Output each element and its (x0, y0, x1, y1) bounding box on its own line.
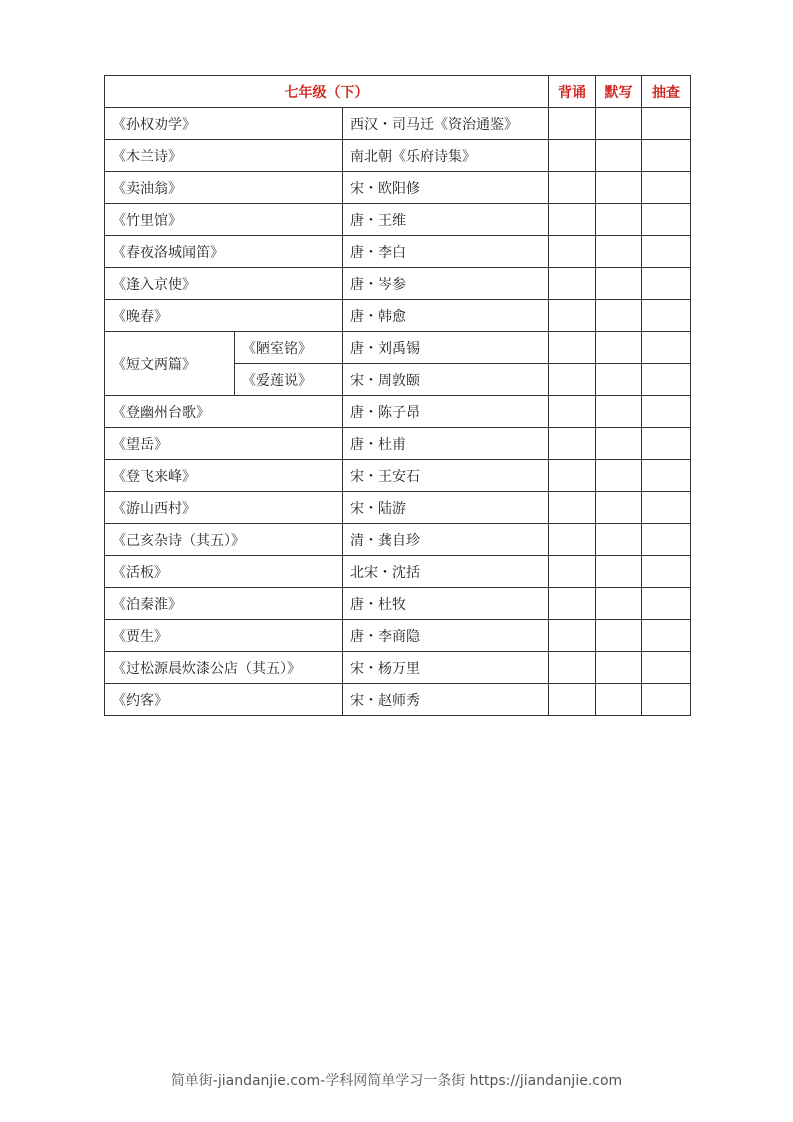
sub-poem-title: 《陋室铭》 (235, 332, 343, 364)
dictation-cell[interactable] (596, 268, 642, 300)
poem-title: 《竹里馆》 (105, 204, 343, 236)
dictation-cell[interactable] (596, 684, 642, 716)
poem-table (104, 75, 691, 716)
sub-poem-title: 《爱莲说》 (235, 364, 343, 396)
poem-author: 宋・杨万里 (343, 652, 549, 684)
poem-author: 宋・欧阳修 (343, 172, 549, 204)
table-row (105, 332, 691, 364)
poem-title: 《春夜洛城闻笛》 (105, 236, 343, 268)
header-row (105, 76, 691, 108)
check-cell[interactable] (642, 140, 691, 172)
poem-title: 《己亥杂诗（其五）》 (105, 524, 343, 556)
footer-watermark: 简单街-jiandanjie.com-学科网简单学习一条街 https://jiandanjie.com (170, 1073, 623, 1089)
poem-title: 《过松源晨炊漆公店（其五）》 (105, 652, 343, 684)
table-row (105, 140, 691, 172)
recite-header: 背诵 (549, 76, 596, 108)
dictation-cell[interactable] (596, 364, 642, 396)
poem-title: 《游山西村》 (105, 492, 343, 524)
table-row (105, 236, 691, 268)
poem-title: 《活板》 (105, 556, 343, 588)
table-row (105, 556, 691, 588)
poem-title: 《登幽州台歌》 (105, 396, 343, 428)
recite-cell[interactable] (549, 428, 596, 460)
table-row (105, 300, 691, 332)
poem-title: 《晚春》 (105, 300, 343, 332)
check-cell[interactable] (642, 204, 691, 236)
recite-cell[interactable] (549, 556, 596, 588)
dictation-cell[interactable] (596, 524, 642, 556)
dictation-cell[interactable] (596, 460, 642, 492)
table-row (105, 108, 691, 140)
check-cell[interactable] (642, 652, 691, 684)
poem-author: 宋・赵师秀 (343, 684, 549, 716)
table-row (105, 460, 691, 492)
table-row (105, 652, 691, 684)
dictation-cell[interactable] (596, 588, 642, 620)
recite-cell[interactable] (549, 332, 596, 364)
recite-cell[interactable] (549, 652, 596, 684)
dictation-cell[interactable] (596, 492, 642, 524)
recite-cell[interactable] (549, 236, 596, 268)
recite-cell[interactable] (549, 396, 596, 428)
poem-title: 《登飞来峰》 (105, 460, 343, 492)
recite-cell[interactable] (549, 588, 596, 620)
table-row (105, 492, 691, 524)
check-cell[interactable] (642, 300, 691, 332)
poem-author: 唐・李白 (343, 236, 549, 268)
dictation-cell[interactable] (596, 204, 642, 236)
recite-cell[interactable] (549, 364, 596, 396)
recite-cell[interactable] (549, 268, 596, 300)
poem-author: 宋・王安石 (343, 460, 549, 492)
poem-author: 清・龚自珍 (343, 524, 549, 556)
dictation-cell[interactable] (596, 332, 642, 364)
dictation-cell[interactable] (596, 652, 642, 684)
check-cell[interactable] (642, 396, 691, 428)
table-row (105, 172, 691, 204)
table-row (105, 684, 691, 716)
check-cell[interactable] (642, 460, 691, 492)
recite-cell[interactable] (549, 204, 596, 236)
check-cell[interactable] (642, 172, 691, 204)
recite-cell[interactable] (549, 140, 596, 172)
recite-cell[interactable] (549, 524, 596, 556)
poem-title: 《约客》 (105, 684, 343, 716)
dictation-cell[interactable] (596, 108, 642, 140)
table-row (105, 396, 691, 428)
group-title: 《短文两篇》 (105, 332, 235, 396)
dictation-cell[interactable] (596, 300, 642, 332)
poem-title: 《木兰诗》 (105, 140, 343, 172)
poem-author: 北宋・沈括 (343, 556, 549, 588)
poem-author: 唐・杜牧 (343, 588, 549, 620)
dictation-cell[interactable] (596, 140, 642, 172)
poem-title: 《贾生》 (105, 620, 343, 652)
poem-author: 唐・杜甫 (343, 428, 549, 460)
poem-title: 《孙权劝学》 (105, 108, 343, 140)
poem-author: 唐・刘禹锡 (343, 332, 549, 364)
dictation-cell[interactable] (596, 428, 642, 460)
check-cell[interactable] (642, 428, 691, 460)
table-row (105, 428, 691, 460)
check-cell[interactable] (642, 556, 691, 588)
poem-title: 《卖油翁》 (105, 172, 343, 204)
recite-cell[interactable] (549, 172, 596, 204)
dictation-header: 默写 (596, 76, 642, 108)
recite-cell[interactable] (549, 620, 596, 652)
dictation-cell[interactable] (596, 236, 642, 268)
poem-author: 唐・李商隐 (343, 620, 549, 652)
check-cell[interactable] (642, 236, 691, 268)
table-row (105, 588, 691, 620)
dictation-cell[interactable] (596, 172, 642, 204)
poem-author: 宋・周敦颐 (343, 364, 549, 396)
dictation-cell[interactable] (596, 396, 642, 428)
poem-author: 西汉・司马迁《资治通鉴》 (343, 108, 549, 140)
poem-author: 唐・韩愈 (343, 300, 549, 332)
check-cell[interactable] (642, 332, 691, 364)
check-cell[interactable] (642, 684, 691, 716)
dictation-cell[interactable] (596, 620, 642, 652)
check-cell[interactable] (642, 524, 691, 556)
poem-title: 《望岳》 (105, 428, 343, 460)
poem-author: 唐・陈子昂 (343, 396, 549, 428)
poem-title: 《泊秦淮》 (105, 588, 343, 620)
table-row (105, 524, 691, 556)
recite-cell[interactable] (549, 492, 596, 524)
poem-title: 《逢入京使》 (105, 268, 343, 300)
table-row (105, 268, 691, 300)
check-cell[interactable] (642, 588, 691, 620)
check-cell[interactable] (642, 492, 691, 524)
grade-header: 七年级（下） (105, 76, 549, 108)
poem-author: 宋・陆游 (343, 492, 549, 524)
check-cell[interactable] (642, 364, 691, 396)
recite-cell[interactable] (549, 684, 596, 716)
poem-author: 唐・岑参 (343, 268, 549, 300)
poem-author: 南北朝《乐府诗集》 (343, 140, 549, 172)
table-row (105, 620, 691, 652)
recite-cell[interactable] (549, 460, 596, 492)
recite-cell[interactable] (549, 108, 596, 140)
table-body (105, 108, 691, 716)
table-row (105, 204, 691, 236)
check-header: 抽查 (642, 76, 691, 108)
recite-cell[interactable] (549, 300, 596, 332)
check-cell[interactable] (642, 620, 691, 652)
check-cell[interactable] (642, 268, 691, 300)
poem-author: 唐・王维 (343, 204, 549, 236)
check-cell[interactable] (642, 108, 691, 140)
dictation-cell[interactable] (596, 556, 642, 588)
